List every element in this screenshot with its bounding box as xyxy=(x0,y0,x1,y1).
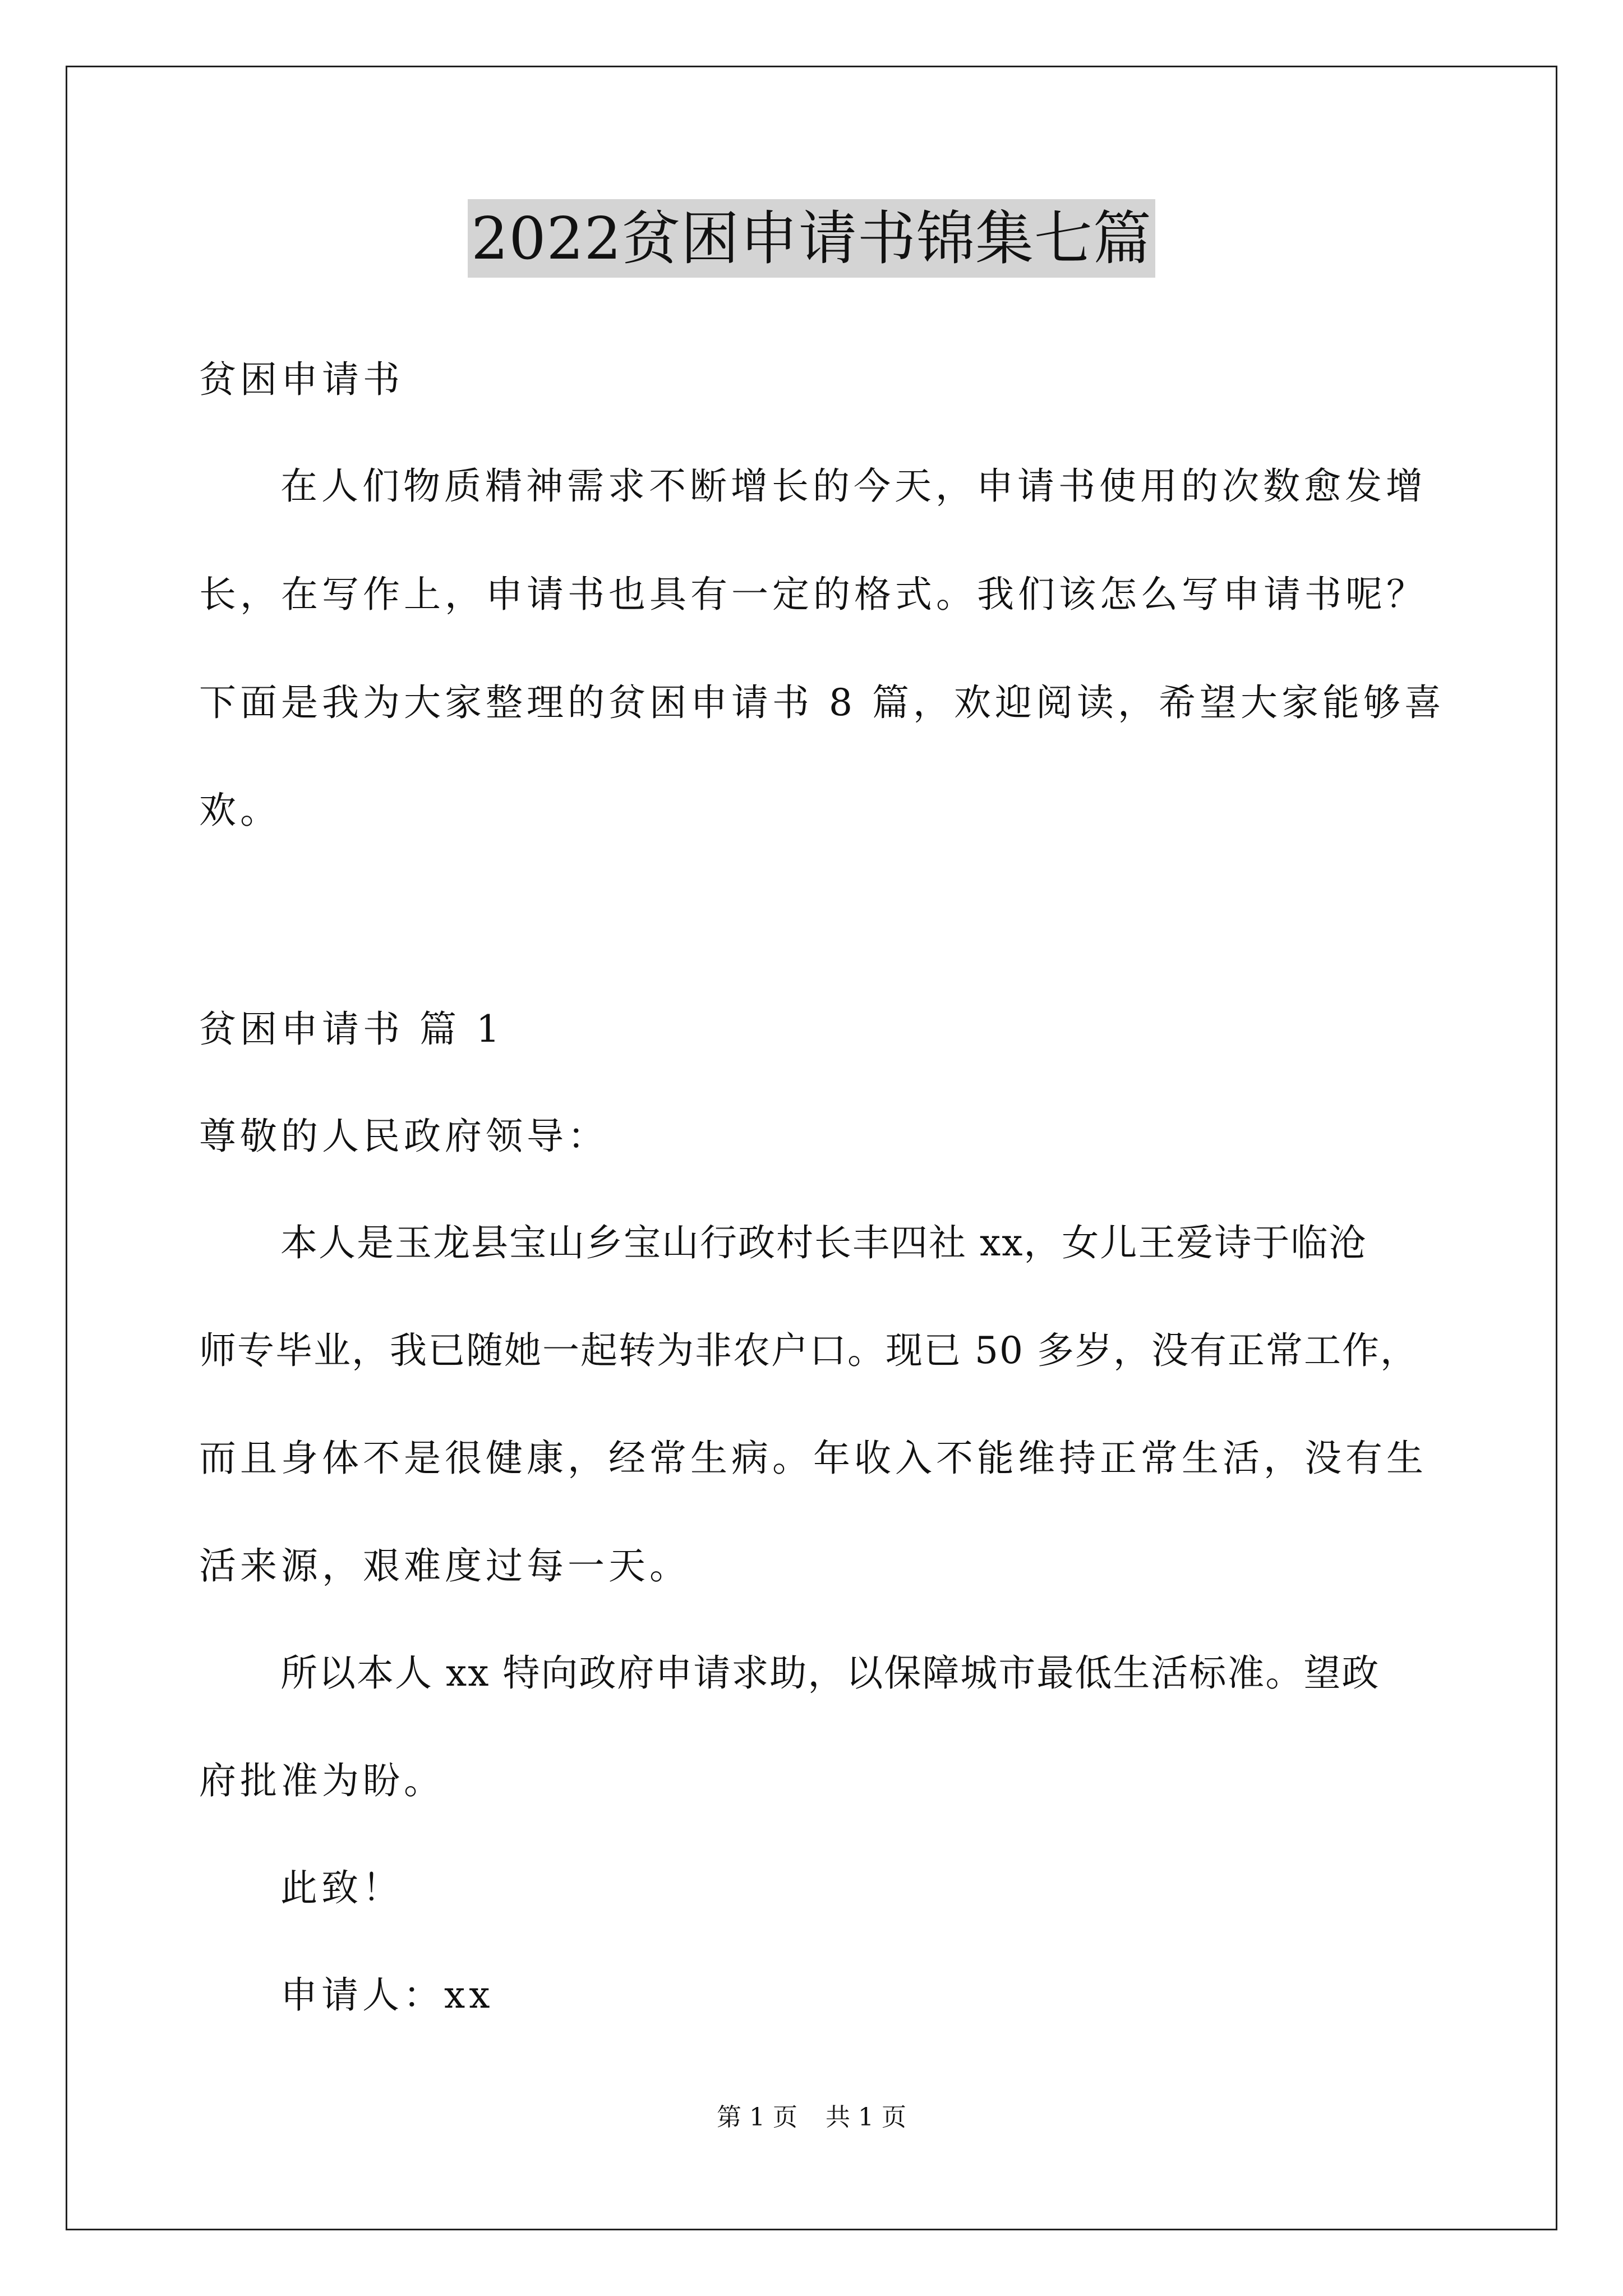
paragraph-line: 所以本人 xx 特向政府申请求助，以保障城市最低生活标准。望政 xyxy=(280,1651,1380,1695)
closing-text: 此致！ xyxy=(280,1866,403,1910)
page-number: 第 1 页 xyxy=(717,2103,797,2132)
paragraph-line: 活来源，艰难度过每一天。 xyxy=(199,1544,690,1588)
article-heading: 贫困申请书 篇 1 xyxy=(199,1007,504,1051)
paragraph-line: 而且身体不是很健康，经常生病。年收入不能维持正常生活，没有生 xyxy=(199,1437,1427,1480)
paragraph-line: 府批准为盼。 xyxy=(199,1759,445,1802)
intro-line: 下面是我为大家整理的贫困申请书 8 篇，欢迎阅读，希望大家能够喜 xyxy=(199,681,1445,724)
intro-line: 长，在写作上，申请书也具有一定的格式。我们该怎么写申请书呢？ xyxy=(199,573,1427,616)
title-container xyxy=(0,199,1623,278)
page-footer xyxy=(0,2101,1623,2134)
intro-heading: 贫困申请书 xyxy=(199,358,404,401)
salutation: 尊敬的人民政府领导： xyxy=(199,1115,608,1158)
page-total: 共 1 页 xyxy=(826,2103,906,2132)
document-title: 2022贫困申请书锦集七篇 xyxy=(468,199,1155,278)
intro-line: 在人们物质精神需求不断增长的今天，申请书使用的次数愈发增 xyxy=(280,464,1427,508)
intro-line: 欢。 xyxy=(199,789,281,832)
paragraph-line: 师专毕业，我已随她一起转为非农户口。现已 50 多岁，没有正常工作， xyxy=(199,1329,1418,1372)
paragraph-line: 本人是玉龙县宝山乡宝山行政村长丰四社 xx，女儿王爱诗于临沧 xyxy=(280,1221,1367,1264)
applicant-line: 申请人：xx xyxy=(280,1973,494,2017)
